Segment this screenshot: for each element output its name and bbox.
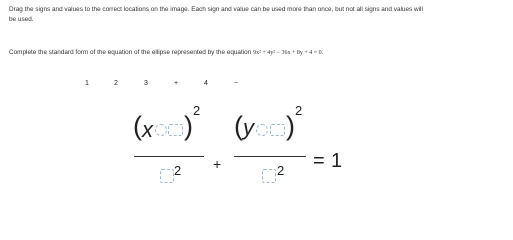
tile-minus-label: − (233, 79, 239, 87)
prompt-text: Complete the standard form of the equation of the ellipse represented by the equation (9, 49, 252, 56)
drag-tile-bank (0, 76, 513, 92)
y-denominator-exponent: 2 (277, 163, 285, 178)
tile-3-label: 3 (144, 79, 148, 87)
x-sign-drop-slot[interactable] (155, 124, 167, 136)
instructions-line-1: Drag the signs and values to the correct locations on the image. Each sign and value can be used more than once, but not all signs and values will (9, 6, 423, 13)
tile-2[interactable] (109, 76, 123, 90)
instructions-line-2: be used. (9, 15, 34, 23)
x-denominator-drop-slot[interactable] (160, 169, 174, 183)
tile-4-label: 4 (204, 79, 208, 87)
y-right-paren: ) (286, 111, 295, 141)
y-left-paren: ( (234, 111, 243, 141)
y-variable: y (243, 115, 254, 140)
y-exponent: 2 (295, 103, 303, 118)
x-exponent: 2 (193, 103, 201, 118)
standard-form-equation (0, 100, 513, 225)
x-variable: x (142, 117, 153, 142)
given-equation: 9x² + 4y² − 36x + 8y + 4 = 0. (253, 50, 324, 56)
tile-3[interactable] (139, 76, 153, 90)
right-hand-side: 1 (331, 150, 343, 172)
tile-2-label: 2 (114, 79, 118, 87)
y-denominator-drop-slot[interactable] (262, 169, 276, 183)
question-prompt (9, 48, 505, 58)
y-value-drop-slot[interactable] (270, 124, 285, 136)
tile-plus[interactable] (169, 76, 183, 90)
second-fraction-bar (234, 156, 306, 157)
tile-1-label: 1 (85, 79, 89, 87)
tile-minus[interactable] (229, 76, 243, 90)
first-fraction-bar (134, 156, 204, 157)
tile-4[interactable] (199, 76, 213, 90)
tile-1[interactable] (80, 76, 94, 90)
plus-sign: + (213, 156, 222, 172)
instructions (9, 5, 505, 24)
tile-plus-label: + (173, 79, 179, 87)
x-value-drop-slot[interactable] (168, 124, 183, 136)
x-left-paren: ( (133, 111, 142, 141)
x-denominator-exponent: 2 (174, 163, 182, 178)
x-right-paren: ) (184, 111, 193, 141)
y-sign-drop-slot[interactable] (256, 124, 268, 136)
equals-sign: = (313, 150, 325, 172)
